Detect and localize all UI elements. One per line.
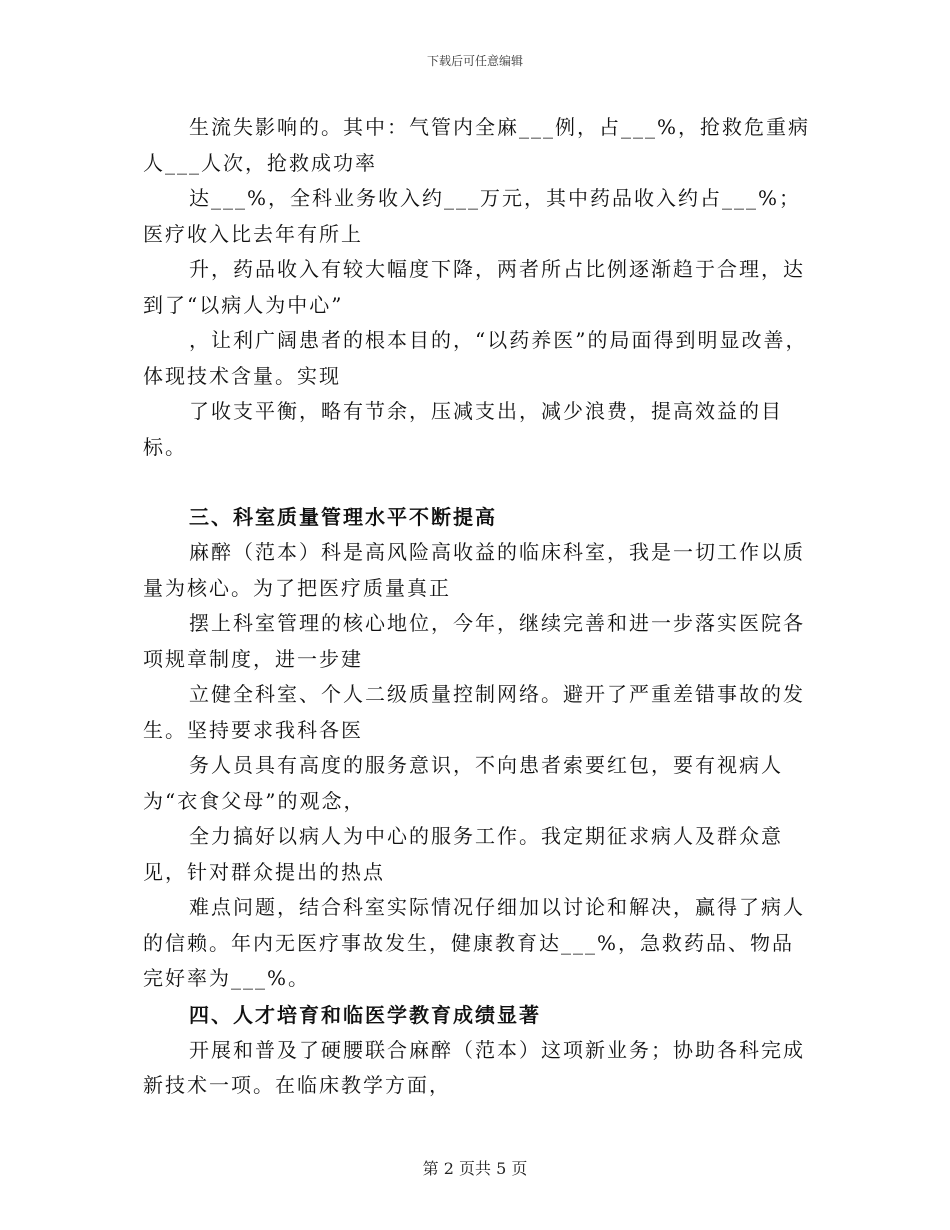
page-header: 下载后可任意编辑 (426, 54, 523, 68)
paragraph: 立健全科室、个人二级质量控制网络。避开了严重差错事故的发生。坚持要求我科各医 (143, 682, 805, 742)
section-heading-4: 四、人才培育和临医学教育成绩显著 (189, 1002, 541, 1027)
paragraph: 达___%，全科业务收入约___万元，其中药品收入约占___%；医疗收入比去年有所上 (143, 186, 802, 246)
paragraph: 摆上科室管理的核心地位，今年，继续完善和进一步落实医院各项规章制度，进一步建 (143, 611, 805, 671)
paragraph: 生流失影响的。其中：气管内全麻___例，占___%，抢救危重病人___人次，抢救成功率 (143, 115, 811, 175)
section-gap (143, 465, 811, 499)
paragraph: 了收支平衡，略有节余，压减支出，减少浪费，提高效益的目标。 (143, 399, 783, 459)
paragraph: 全力搞好以病人为中心的服务工作。我定期征求病人及群众意见，针对群众提出的热点 (143, 824, 783, 884)
paragraph: 升，药品收入有较大幅度下降，两者所占比例逐渐趋于合理，达到了“以病人为中心” (143, 257, 805, 317)
paragraph: ，让利广阔患者的根本目的，“以药养医”的局面得到明显改善，体现技术含量。实现 (143, 328, 808, 388)
paragraph: 务人员具有高度的服务意识，不向患者索要红包，要有视病人为“衣食父母”的观念， (143, 753, 783, 813)
page-footer: 第 2 页共 5 页 (422, 1159, 528, 1178)
paragraph: 难点问题，结合科室实际情况仔细加以讨论和解决，赢得了病人的信赖。年内无医疗事故发生，健康教育达___%，急救药品、物品完好率为___%。 (143, 895, 805, 990)
paragraph: 麻醉（范本）科是高风险高收益的临床科室，我是一切工作以质量为核心。为了把医疗质量真正 (143, 540, 805, 600)
section-heading-3: 三、科室质量管理水平不断提高 (189, 505, 497, 529)
paragraph: 开展和普及了硬腰联合麻醉（范本）这项新业务；协助各科完成新技术一项。在临床教学方面， (143, 1037, 805, 1097)
document-body (143, 110, 811, 1104)
